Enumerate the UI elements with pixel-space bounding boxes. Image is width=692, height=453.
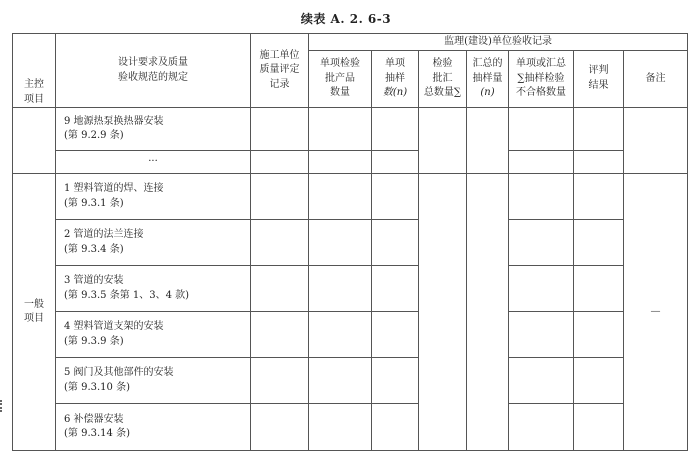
sub-header-text: 结果	[588, 79, 609, 91]
record-cell[interactable]	[372, 358, 419, 404]
record-cell[interactable]	[309, 220, 372, 266]
main-category-line-1: 主控	[24, 79, 44, 90]
record-cell[interactable]	[372, 312, 419, 358]
item-name: 4 塑料管道支架的安装	[64, 321, 164, 332]
record-cell[interactable]	[309, 151, 372, 174]
record-cell[interactable]	[309, 312, 372, 358]
record-cell[interactable]	[574, 312, 624, 358]
sub-header-text: 批汇	[432, 72, 453, 84]
table-title: 续表 A. 2. 6-3	[300, 12, 392, 26]
contractor-record-cell[interactable]	[251, 174, 309, 220]
record-cell[interactable]	[509, 151, 574, 174]
record-cell[interactable]	[372, 404, 419, 451]
remarks-dash: —	[650, 305, 661, 317]
record-cell[interactable]	[509, 174, 574, 220]
record-cell[interactable]	[509, 266, 574, 312]
sub-header-text: 不合格数量	[516, 87, 566, 98]
sub-header-total-samples	[467, 50, 509, 108]
record-cell[interactable]	[574, 151, 624, 174]
general-item-requirement	[56, 266, 251, 312]
general-remarks-cell[interactable]	[624, 174, 688, 451]
record-cell[interactable]	[372, 220, 419, 266]
item-name: 5 阀门及其他部件的安装	[64, 367, 174, 378]
sub-header-text: 单项或汇总	[516, 58, 566, 69]
requirement-header	[56, 34, 251, 108]
record-cell[interactable]	[372, 151, 419, 174]
record-cell[interactable]	[509, 312, 574, 358]
general-item-requirement	[56, 404, 251, 451]
record-cell[interactable]	[309, 174, 372, 220]
contractor-header-line-2: 质量评定	[259, 64, 300, 76]
sub-header-batch-total	[419, 50, 467, 108]
sub-header-batch-quantity	[309, 50, 372, 108]
supervision-header: 监理(建设)单位验收记录	[309, 34, 688, 51]
main-category-continuation	[13, 151, 56, 174]
contractor-header	[251, 34, 309, 108]
sub-header-judgement	[574, 50, 624, 108]
sub-header-text: (n)	[480, 87, 495, 98]
record-cell[interactable]	[372, 108, 419, 151]
main-item-ellipsis	[56, 151, 251, 174]
total-samples-cell[interactable]	[467, 108, 509, 174]
contractor-record-cell[interactable]	[251, 151, 309, 174]
item-clause-ref: (第 9.3.4 条)	[64, 243, 124, 255]
sub-header-text: 评判	[588, 65, 609, 77]
item-clause-ref: (第 9.3.10 条)	[64, 381, 130, 393]
sub-header-sample-count	[372, 50, 419, 108]
general-item-requirement	[56, 174, 251, 220]
item-clause-ref: (第 9.3.9 条)	[64, 335, 124, 347]
binding-margin-mark	[0, 400, 6, 412]
record-cell[interactable]	[509, 404, 574, 451]
contractor-record-cell[interactable]	[251, 312, 309, 358]
sub-header-text: 数量	[330, 87, 350, 98]
record-cell[interactable]	[574, 404, 624, 451]
sub-header-text: 总数量∑	[423, 87, 462, 98]
item-clause-ref: (第 9.3.14 条)	[64, 428, 130, 439]
main-category-continuation	[13, 108, 56, 151]
contractor-record-cell[interactable]	[251, 108, 309, 151]
item-clause-ref: (第 9.3.5 条第 1、3、4 款)	[64, 289, 190, 301]
general-item-requirement	[56, 358, 251, 404]
contractor-header-line-3: 记录	[269, 78, 290, 90]
sub-header-text: 单项	[385, 58, 405, 69]
item-clause-ref: (第 9.3.1 条)	[64, 197, 124, 209]
main-category-cell	[13, 34, 56, 108]
record-cell[interactable]	[372, 266, 419, 312]
general-category-line-2: 项目	[24, 313, 44, 324]
general-item-requirement	[56, 220, 251, 266]
sub-header-text: 批产品	[325, 72, 355, 84]
record-cell[interactable]	[509, 358, 574, 404]
item-name: ···	[148, 155, 158, 167]
record-cell[interactable]	[574, 358, 624, 404]
main-category-line-2: 项目	[24, 93, 44, 105]
contractor-record-cell[interactable]	[251, 220, 309, 266]
record-cell[interactable]	[574, 266, 624, 312]
item-name: 9 地源热泵换热器安装	[64, 115, 164, 127]
item-name: 2 管道的法兰连接	[64, 229, 144, 240]
record-cell[interactable]	[309, 108, 372, 151]
acceptance-record-table	[12, 33, 688, 451]
record-cell[interactable]	[509, 220, 574, 266]
batch-total-cell[interactable]	[419, 108, 467, 174]
sub-header-remarks	[624, 50, 688, 108]
record-cell[interactable]	[509, 108, 574, 151]
item-clause-ref: (第 9.2.9 条)	[64, 130, 124, 141]
record-cell[interactable]	[309, 404, 372, 451]
record-cell[interactable]	[574, 108, 624, 151]
sub-header-text: ∑抽样检验	[517, 72, 565, 84]
sub-header-nonconforming	[509, 50, 574, 108]
sub-header-text: 备注	[645, 72, 666, 84]
main-item-requirement	[56, 108, 251, 151]
remarks-cell[interactable]	[624, 108, 688, 174]
general-category-cell	[13, 174, 56, 451]
batch-total-cell[interactable]	[419, 174, 467, 451]
contractor-header-line-1: 施工单位	[259, 49, 300, 61]
record-cell[interactable]	[574, 220, 624, 266]
record-cell[interactable]	[309, 266, 372, 312]
contractor-record-cell[interactable]	[251, 266, 309, 312]
item-name: 1 塑料管道的焊、连接	[64, 183, 164, 194]
total-samples-cell[interactable]	[467, 174, 509, 451]
contractor-record-cell[interactable]	[251, 404, 309, 451]
record-cell[interactable]	[574, 174, 624, 220]
record-cell[interactable]	[309, 358, 372, 404]
requirement-header-line-2: 验收规范的规定	[118, 71, 188, 83]
item-name: 3 管道的安装	[64, 275, 124, 286]
sub-header-text: 数(n)	[382, 87, 408, 98]
contractor-record-cell[interactable]	[251, 358, 309, 404]
general-category-line-1: 一般	[24, 298, 44, 310]
general-item-requirement	[56, 312, 251, 358]
sub-header-text: 单项检验	[320, 58, 360, 69]
sub-header-text: 汇总的	[472, 58, 503, 69]
record-cell[interactable]	[372, 174, 419, 220]
sub-header-text: 检验	[432, 58, 453, 69]
requirement-header-line-1: 设计要求及质量	[118, 57, 188, 68]
sub-header-text: 抽样	[385, 72, 405, 84]
item-name: 6 补偿器安装	[64, 413, 124, 425]
sub-header-text: 抽样量	[472, 72, 503, 84]
